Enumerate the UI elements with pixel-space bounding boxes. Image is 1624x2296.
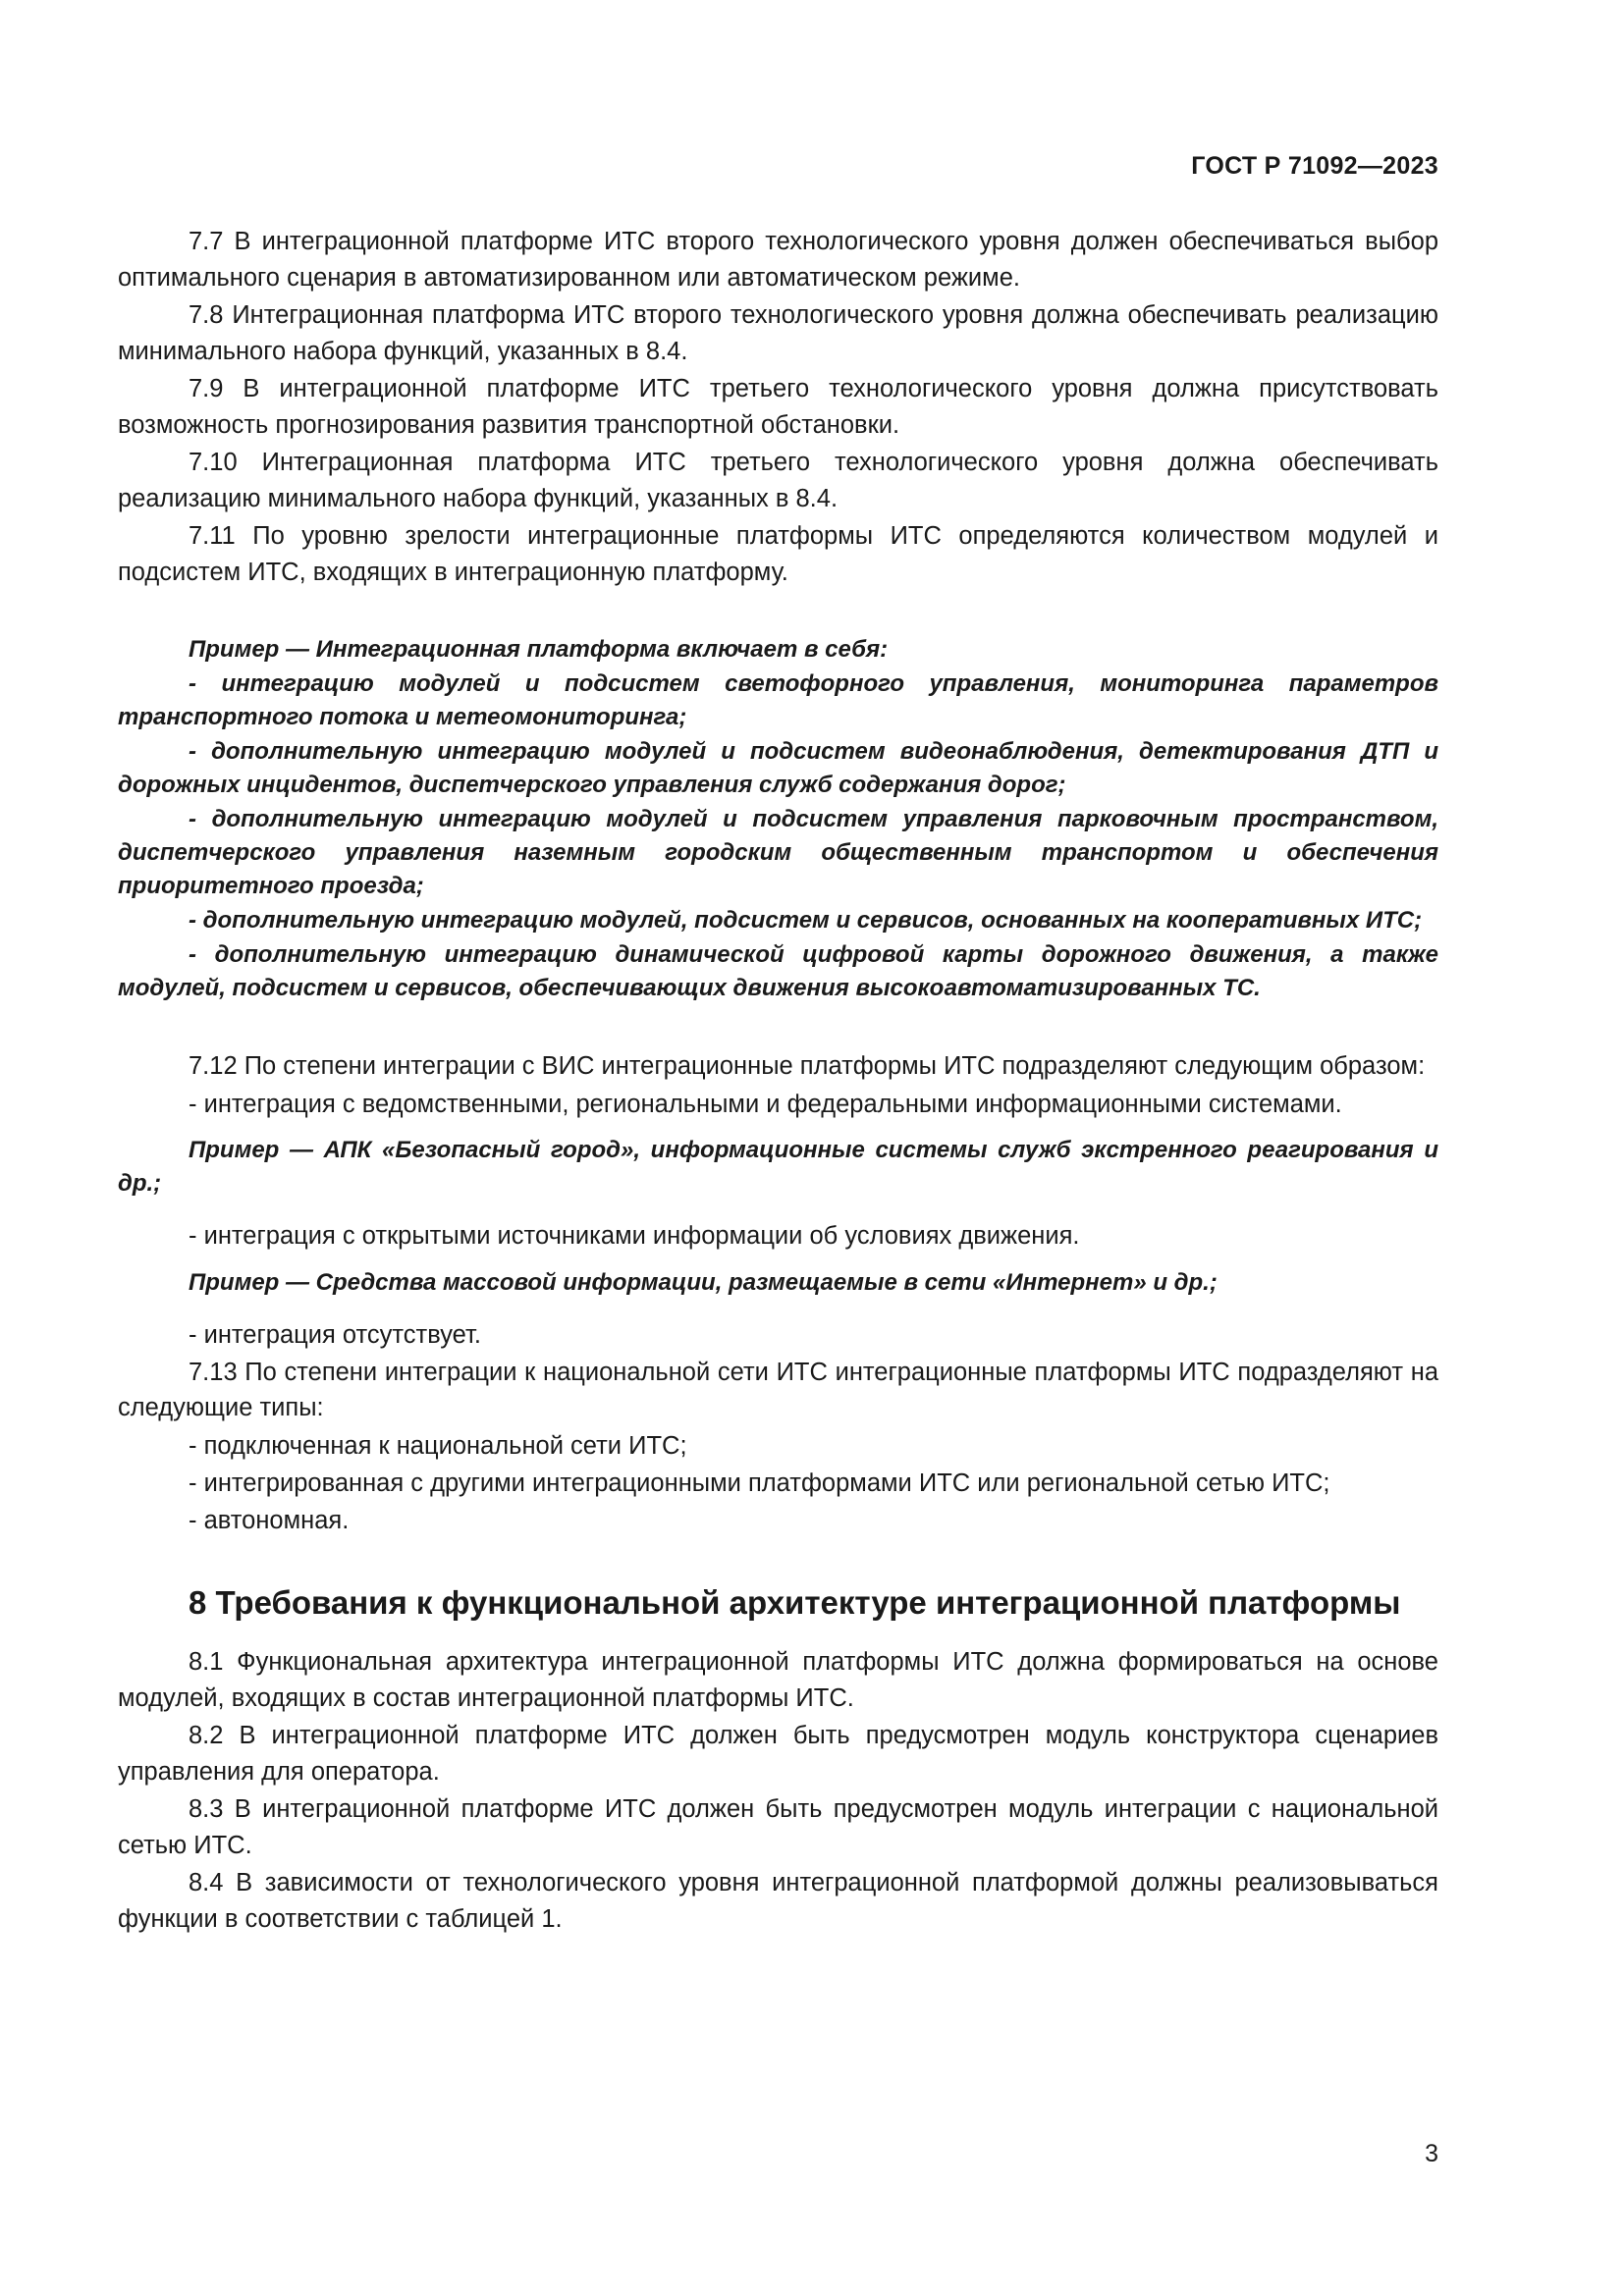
example-note: Пример — АПК «Безопасный город», информационные системы служб экстренного реагирования и др.; — [118, 1137, 1438, 1197]
list-item: - интеграция с ведомственными, региональными и федеральными информационными системами. — [189, 1090, 1342, 1118]
example-item: - интеграцию модулей и подсистем светофорного управления, мониторинга параметров транспортного потока и метеомониторинга; — [118, 670, 1438, 730]
paragraph-8-3: 8.3 В интеграционной платформе ИТС должен быть предусмотрен модуль интеграции с национальной сетью ИТС. — [118, 1795, 1438, 1859]
example-note: Пример — Средства массовой информации, размещаемые в сети «Интернет» и др.; — [189, 1268, 1218, 1296]
paragraph-7-13: 7.13 По степени интеграции к национальной сети ИТС интеграционные платформы ИТС подразделяют на следующие типы: — [118, 1358, 1438, 1421]
paragraph-8-2: 8.2 В интеграционной платформе ИТС должен быть предусмотрен модуль конструктора сценариев управления для оператора. — [118, 1722, 1438, 1786]
list-item: - интегрированная с другими интеграционными платформами ИТС или региональной сетью ИТС; — [189, 1468, 1330, 1497]
paragraph-7-11: 7.11 По уровню зрелости интеграционные платформы ИТС определяются количеством модулей и подсистем ИТС, входящих в интеграционную платформу. — [118, 522, 1438, 586]
list-item: - интеграция с открытыми источниками информации об условиях движения. — [189, 1222, 1080, 1250]
example-item: - дополнительную интеграцию модулей, подсистем и сервисов, основанных на кооперативных ИТС; — [189, 907, 1423, 934]
page-content — [118, 224, 1438, 1939]
example-intro: Пример — Интеграционная платформа включает в себя: — [189, 636, 889, 663]
list-item: - интеграция отсутствует. — [189, 1320, 481, 1349]
document-id: ГОСТ Р 71092—2023 — [1191, 152, 1438, 180]
paragraph-8-4: 8.4 В зависимости от технологического уровня интеграционной платформой должны реализовываться функции в соответствии с таблицей 1. — [118, 1869, 1438, 1933]
list-item: - подключенная к национальной сети ИТС; — [189, 1431, 687, 1460]
example-item: - дополнительную интеграцию динамической цифровой карты дорожного движения, а также модулей, подсистем и сервисов, обеспечивающих движения высокоавтоматизированных ТС. — [118, 941, 1438, 1001]
paragraph-7-10: 7.10 Интеграционная платформа ИТС третьего технологического уровня должна обеспечивать реализацию минимального набора функций, указанных в 8.4. — [118, 449, 1438, 512]
paragraph-7-8: 7.8 Интеграционная платформа ИТС второго технологического уровня должна обеспечивать реализацию минимального набора функций, указанных в 8.4. — [118, 301, 1438, 365]
paragraph-8-1: 8.1 Функциональная архитектура интеграционной платформы ИТС должна формироваться на основе модулей, входящих в состав интеграционной платформы ИТС. — [118, 1648, 1438, 1712]
paragraph-7-12: 7.12 По степени интеграции с ВИС интеграционные платформы ИТС подразделяют следующим образом: — [189, 1052, 1426, 1080]
paragraph-7-9: 7.9 В интеграционной платформе ИТС третьего технологического уровня должна присутствовать возможность прогнозирования развития транспортной обстановки. — [118, 375, 1438, 439]
paragraph-7-7: 7.7 В интеграционной платформе ИТС второго технологического уровня должен обеспечиваться выбор оптимального сценария в автоматизированном или автоматическом режиме. — [118, 228, 1438, 292]
example-block-7-11 — [118, 633, 1438, 1005]
page-number: 3 — [1425, 2140, 1438, 2167]
section-heading: 8 Требования к функциональной архитектуре интеграционной платформы — [189, 1584, 1401, 1621]
example-item: - дополнительную интеграцию модулей и подсистем управления парковочным пространством, диспетчерского управления наземным городским общественным транспортом и обеспечения приоритетного проезда; — [118, 806, 1438, 899]
example-item: - дополнительную интеграцию модулей и подсистем видеонаблюдения, детектирования ДТП и дорожных инцидентов, диспетчерского управления служб содержания дорог; — [118, 738, 1438, 798]
list-item: - автономная. — [189, 1506, 350, 1534]
